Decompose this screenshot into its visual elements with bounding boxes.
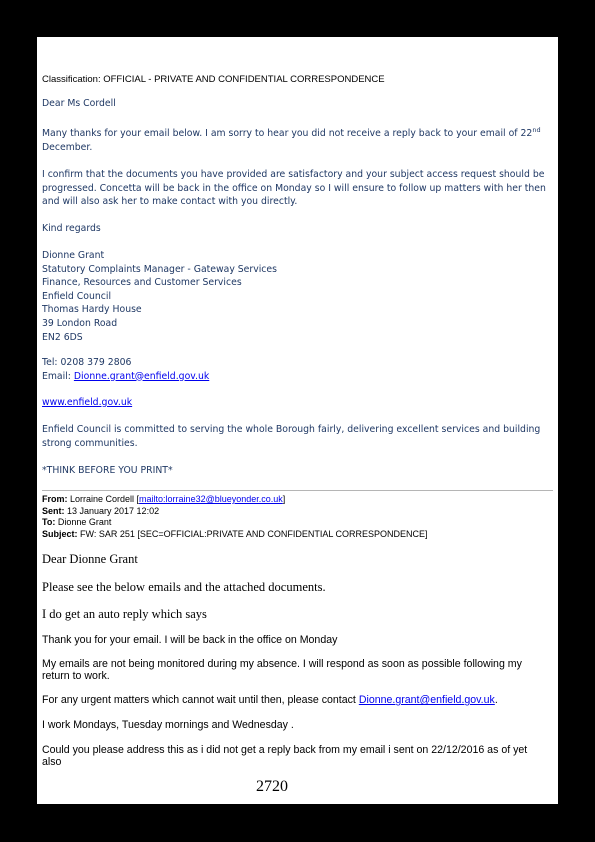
motto-line1: Enfield Council is committed to serving the whole Borough fairly, delivering excellent services and building [42,424,541,435]
reply-para2-line3: and will also ask her to make contact with you directly. [42,196,298,208]
request-line2: also [42,755,62,768]
sent-label: Sent: [42,505,65,516]
reply-paragraph-1 [42,124,541,154]
from-bracket: ] [282,494,286,504]
reply-para2-line2: progressed. Concetta will be back in the office on Monday so I will ensure to follow up matters with her then [42,182,546,194]
think-before-print: *THINK BEFORE YOU PRINT* [42,465,173,476]
reply-paragraph-2 [42,168,546,209]
classification-line: Classification: OFFICIAL - PRIVATE AND CONFIDENTIAL CORRESPONDENCE [42,74,385,85]
signature-telephone: Tel: 0208 379 2806 [42,357,132,368]
signature-name: Dionne Grant [42,250,105,261]
signature-email-label: Email: [42,370,74,382]
website-link[interactable]: www.enfield.gov.uk [42,397,133,408]
auto-reply-email-link[interactable]: Dionne.grant@enfield.gov.uk [358,694,495,706]
signature-department: Finance, Resources and Customer Services [42,277,242,289]
to-label: To: [42,517,56,527]
signature-email-link[interactable]: Dionne.grant@enfield.gov.uk [73,370,210,382]
sent-value: 13 January 2017 12:02 [64,505,160,516]
request-paragraph [42,745,527,768]
original-line2: I do get an auto reply which says [42,607,207,621]
auto-reply-line2 [42,659,522,682]
original-greeting: Dear Dionne Grant [42,552,138,566]
signature-block [42,249,277,344]
to-line [42,517,428,529]
auto-reply-line2a: My emails are not being monitored during my absence. I will respond as soon as possible following my [42,658,522,670]
subject-line [42,529,428,541]
subject-label: Subject: [42,528,78,539]
header-divider [42,490,553,491]
contact-block [42,356,209,383]
document-page [37,37,558,804]
auto-reply-line3 [42,694,498,706]
reply-para1-text: Many thanks for your email below. I am sorry to hear you did not receive a reply back to your email of 22 [42,128,533,140]
reply-greeting: Dear Ms Cordell [42,98,116,109]
reply-para2-line1: I confirm that the documents you have provided are satisfactory and your subject access request should be [42,169,545,180]
signature-street: 39 London Road [42,317,118,329]
council-motto [42,423,540,450]
from-label: From: [42,494,68,504]
signature-building: Thomas Hardy House [42,304,142,316]
from-mailto-link[interactable]: mailto:lorraine32@blueyonder.co.uk [139,494,283,504]
website-line [42,396,132,410]
reply-para1-end: December. [42,141,93,153]
from-name: Lorraine Cordell [ [67,494,140,504]
auto-reply-line1: Thank you for your email. I will be back in the office on Monday [42,634,338,646]
page-number: 2720 [256,778,288,795]
signature-postcode: EN2 6DS [42,331,83,343]
sent-line [42,506,428,518]
original-line1: Please see the below emails and the attached documents. [42,580,326,594]
subject-value: FW: SAR 251 [SEC=OFFICIAL:PRIVATE AND CONFIDENTIAL CORRESPONDENCE] [77,528,428,539]
email-header [42,494,428,540]
auto-reply-line2b: return to work. [42,669,110,682]
motto-line2: strong communities. [42,437,138,449]
reply-signoff: Kind regards [42,223,101,234]
auto-reply-line4: I work Mondays, Tuesday mornings and Wednesday . [42,719,294,731]
signature-organisation: Enfield Council [42,290,112,302]
auto-reply-line3-text: For any urgent matters which cannot wait until then, please contact [42,694,359,706]
signature-title: Statutory Complaints Manager - Gateway Services [42,263,277,275]
request-line1: Could you please address this as i did not get a reply back from my email i sent on 22/12/2016 as of yet [42,744,528,756]
to-value: Dionne Grant [55,517,112,527]
from-line [42,494,428,506]
ordinal-suffix: nd [532,126,541,134]
auto-reply-line3-end: . [494,694,498,706]
